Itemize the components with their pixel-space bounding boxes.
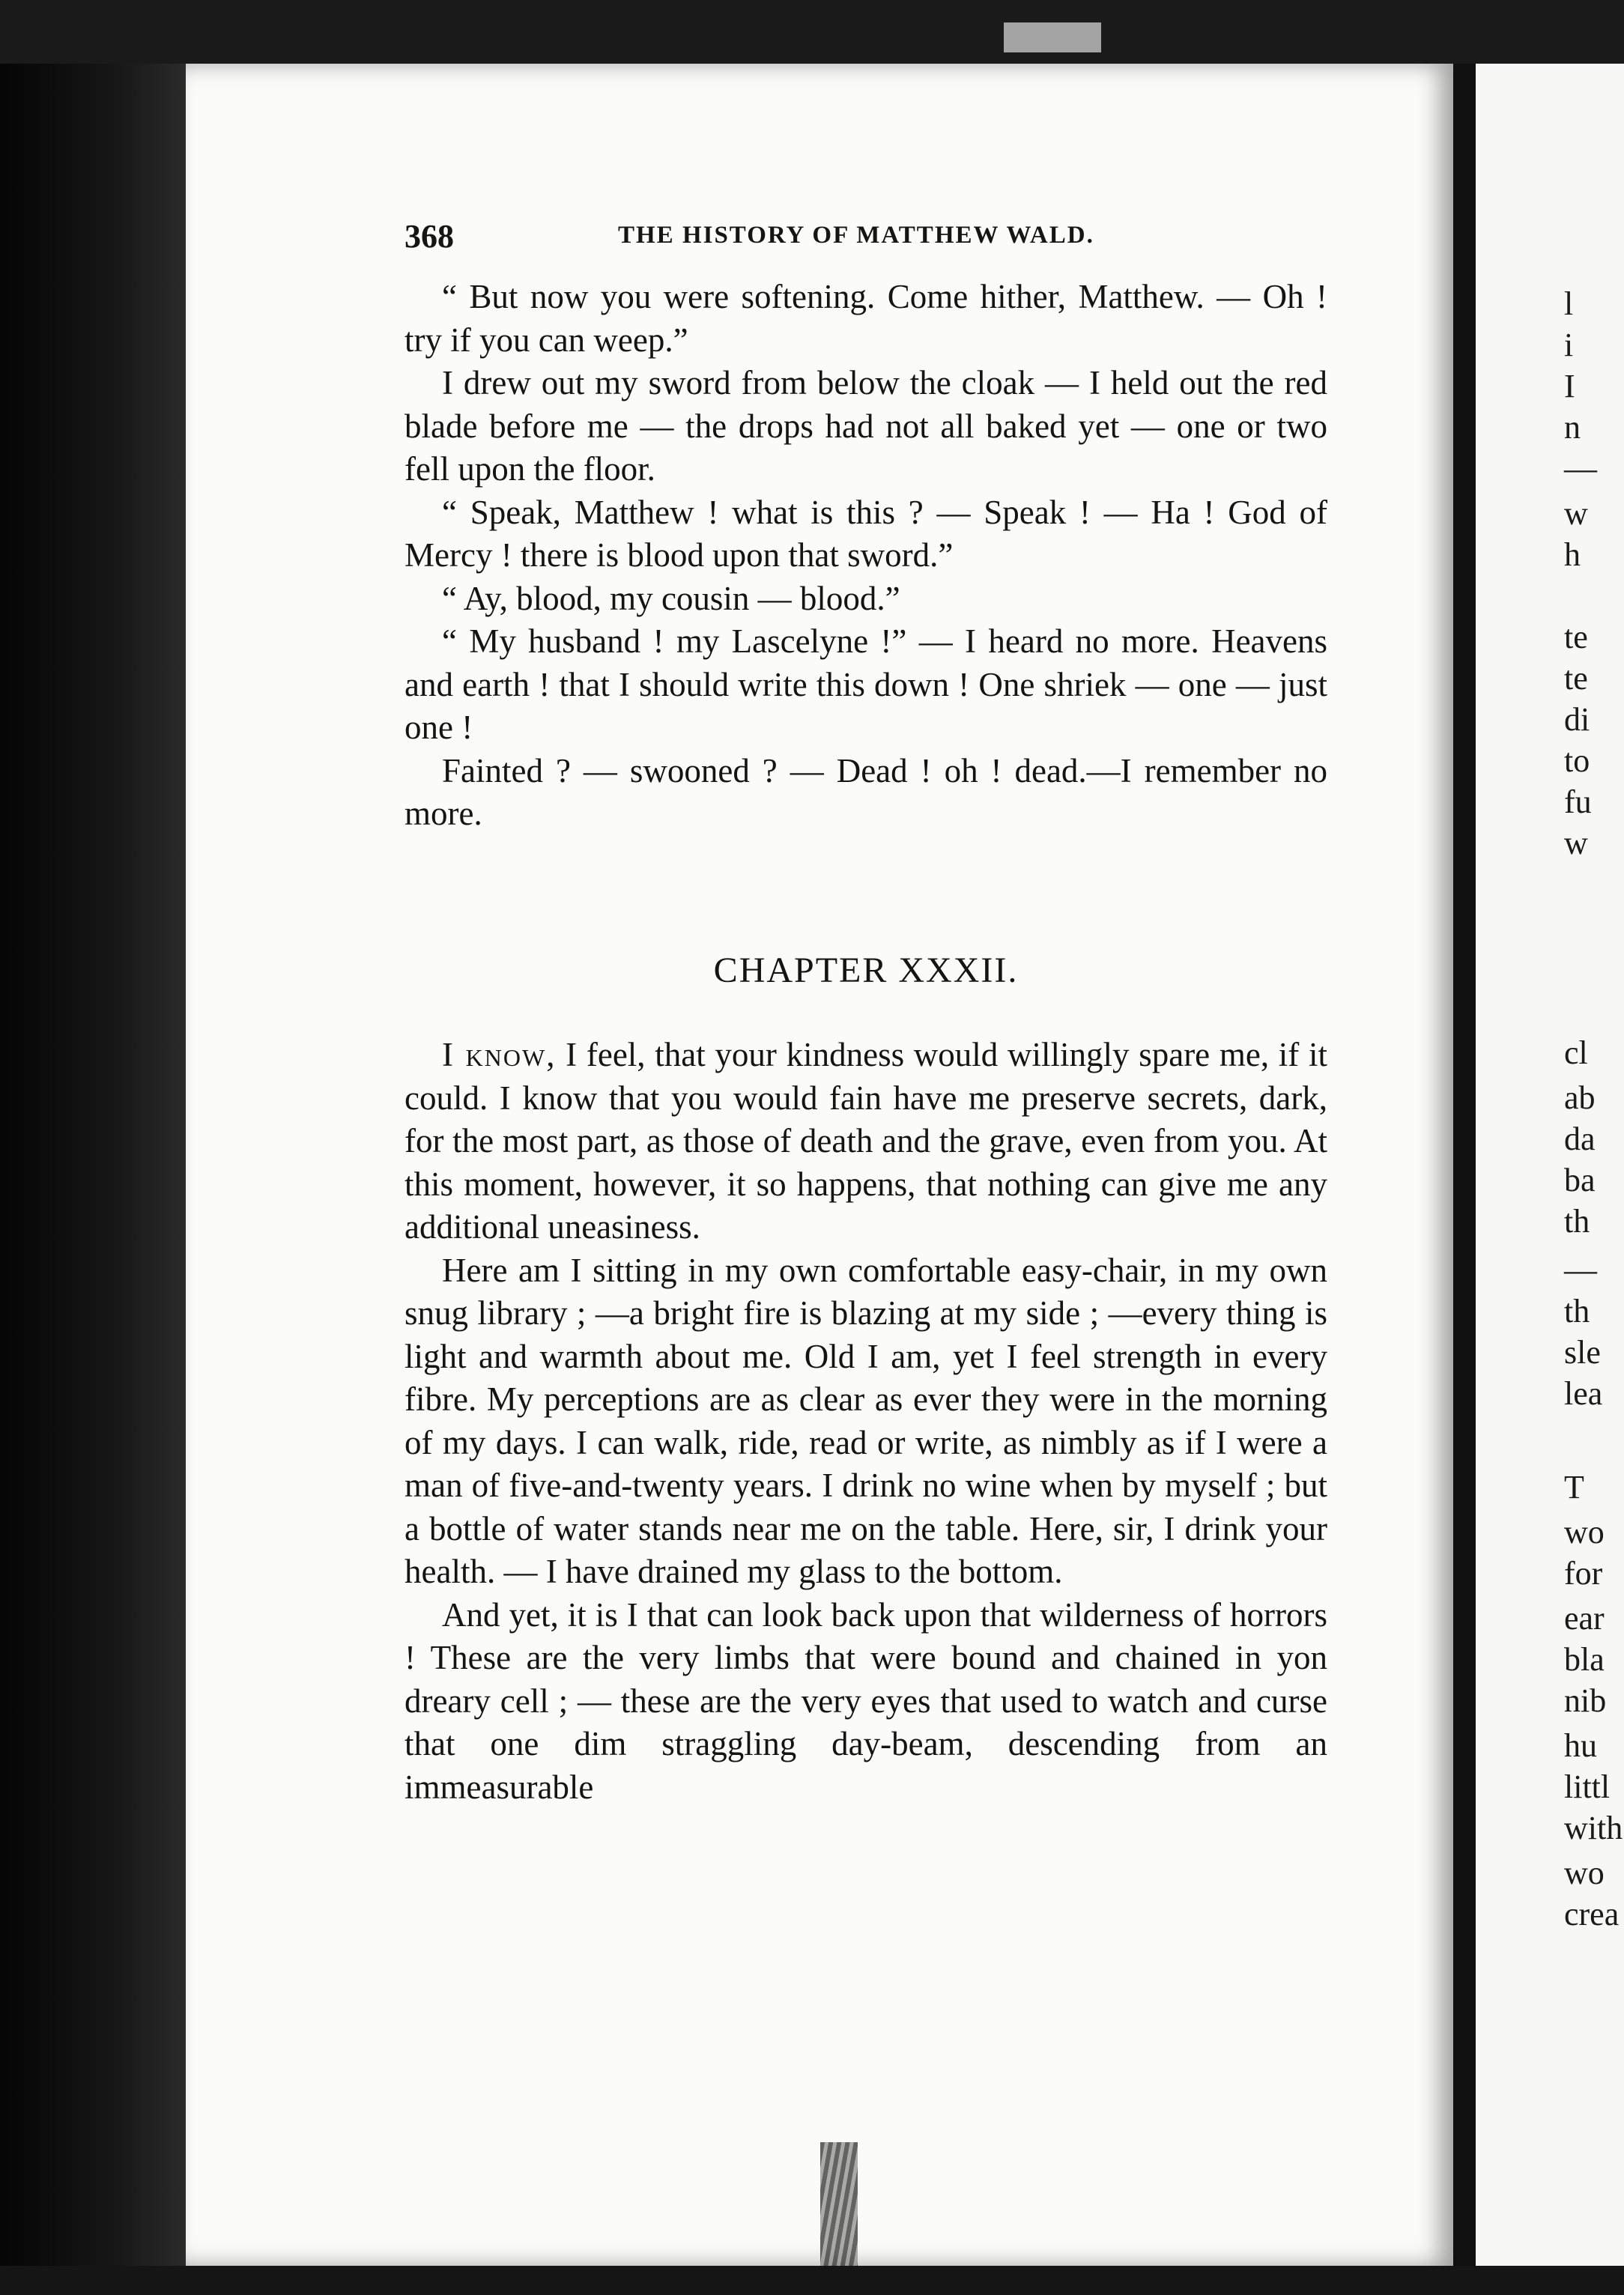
facing-page-fragment: w	[1564, 825, 1588, 861]
running-head	[405, 217, 1356, 255]
scan-top-border	[0, 0, 1624, 64]
chapter-opening-word: I know,	[442, 1036, 557, 1073]
paragraph	[405, 1034, 1327, 1249]
paragraph-text: I feel, that your kindness would willingly spare me, if it could. I know that you would fain have me preserve secrets, dark, for the most part, as those of death and the grave, even from you. At this moment, however, it so happens, that nothing can give me any additional uneasiness.	[405, 1036, 1327, 1246]
facing-page-fragment: for	[1564, 1555, 1603, 1592]
facing-page-fragment: th	[1564, 1203, 1590, 1240]
facing-page-fragment: I	[1564, 368, 1575, 404]
running-title: THE HISTORY OF MATTHEW WALD.	[618, 222, 1094, 249]
facing-page-fragment: —	[1564, 450, 1597, 487]
scan-binding-mark	[820, 2142, 858, 2273]
facing-page-fragment: —	[1564, 1252, 1597, 1288]
facing-page-fragment: di	[1564, 701, 1590, 738]
facing-page-fragment: n	[1564, 409, 1581, 446]
facing-page-fragment: ba	[1564, 1162, 1596, 1198]
facing-page-fragment: to	[1564, 742, 1590, 779]
section-end-text	[405, 276, 1327, 836]
facing-page-fragment: fu	[1564, 783, 1592, 820]
facing-page-fragment: crea	[1564, 1896, 1620, 1932]
facing-page-fragment: sle	[1564, 1334, 1601, 1371]
facing-page-fragment: cl	[1564, 1034, 1588, 1071]
chapter-heading: CHAPTER XXXII.	[713, 951, 1019, 990]
facing-page-fragment: ear	[1564, 1600, 1605, 1637]
facing-page-fragment: littl	[1564, 1768, 1611, 1805]
page-gutter	[1453, 64, 1476, 2266]
paragraph: I drew out my sword from below the cloak — I held out the red blade before me — the drops had not all baked yet — one or two fell upon the floor.	[405, 364, 1327, 488]
facing-page-fragment: h	[1564, 536, 1581, 573]
facing-page-fragment: da	[1564, 1121, 1596, 1157]
facing-page-fragment: ab	[1564, 1079, 1596, 1116]
paragraph: “ But now you were softening. Come hither, Matthew. — Oh ! try if you can weep.”	[405, 278, 1327, 359]
paragraph: And yet, it is I that can look back upon that wilderness of horrors ! These are the very limbs that were bound and chained in yon dreary cell ; — these are the very eyes that used to watch and curse that one dim straggling day-beam, descending from an immeasurable	[405, 1595, 1327, 1806]
facing-page-fragment: nib	[1564, 1682, 1607, 1719]
facing-page-fragment: l	[1564, 285, 1574, 322]
paragraph: “ Ay, blood, my cousin — blood.”	[442, 579, 900, 617]
paragraph: Here am I sitting in my own comfortable easy-chair, in my own snug library ; —a bright fire is blazing at my side ; —every thing is light and warmth about me. Old I am, yet I feel strength in every fibre. My perceptions are as clear as ever they were in the morning of my days. I can walk, ride, read or write, as nimbly as if I were a man of five-and-twenty years. I drink no wine when by myself ; but a bottle of water stands near me on the table. Here, sir, I drink your health. — I have drained my glass to the bottom.	[405, 1251, 1327, 1590]
facing-page-fragment: wo	[1564, 1855, 1605, 1891]
facing-page-fragment: wo	[1564, 1514, 1605, 1550]
chapter-body-text	[405, 1034, 1327, 1809]
facing-page-fragment: lea	[1564, 1375, 1603, 1412]
facing-page-edge	[1476, 64, 1624, 2266]
paragraph: “ My husband ! my Lascelyne !” — I heard no more. Heavens and earth ! that I should write this down ! One shriek — one — just one !	[405, 622, 1327, 746]
paragraph: Fainted ? — swooned ? — Dead ! oh ! dead.—I remember no more.	[405, 751, 1327, 832]
facing-page-fragment: T	[1564, 1469, 1584, 1506]
book-spine-edge	[0, 64, 186, 2295]
facing-page-fragment: with	[1564, 1810, 1623, 1846]
facing-page-fragment: w	[1564, 495, 1588, 532]
scan-library-stamp	[1004, 22, 1101, 52]
facing-page-fragment: te	[1564, 619, 1588, 655]
page-number: 368	[405, 218, 454, 255]
scan-bottom-border	[0, 2266, 1624, 2295]
facing-page-fragment: te	[1564, 660, 1588, 697]
facing-page-fragment: th	[1564, 1293, 1590, 1330]
facing-page-fragment: bla	[1564, 1641, 1605, 1678]
paragraph: “ Speak, Matthew ! what is this ? — Speak ! — Ha ! God of Mercy ! there is blood upon that sword.”	[405, 493, 1327, 574]
facing-page-fragment: i	[1564, 327, 1574, 363]
facing-page-fragment: hu	[1564, 1727, 1597, 1764]
